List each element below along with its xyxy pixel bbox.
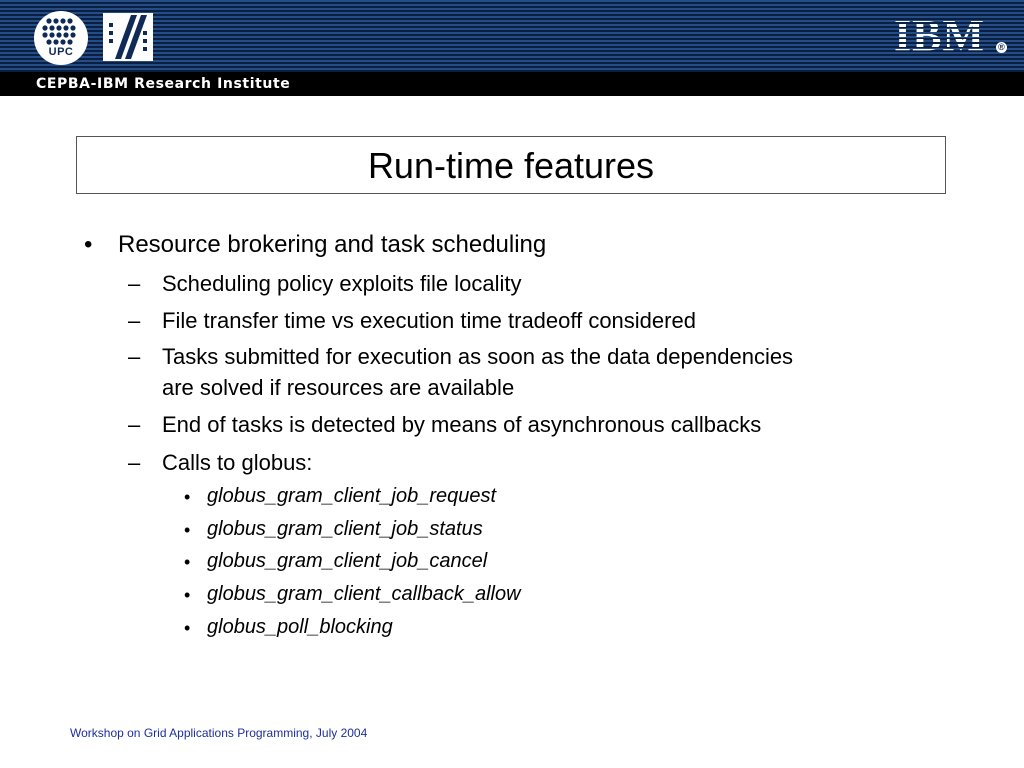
dash-marker: – <box>128 450 141 475</box>
small-bullet-marker: • <box>184 585 191 605</box>
call-job-cancel: globus_gram_client_job_cancel <box>207 550 488 572</box>
dash-marker: – <box>128 271 141 296</box>
institute-bar <box>0 72 1024 96</box>
ibm-logo-text: IBM <box>894 11 985 60</box>
sub-bullet-end-of-tasks: End of tasks is detected by means of asynchronous callbacks <box>162 412 762 437</box>
small-bullet-marker: • <box>184 520 191 540</box>
registered-mark-icon: ® <box>996 42 1007 53</box>
bullet-resource-brokering: Resource brokering and task scheduling <box>118 231 547 258</box>
slide-title: Run-time features <box>367 145 655 186</box>
call-poll-blocking: globus_poll_blocking <box>207 616 393 638</box>
sub-bullet-tasks-submitted: Tasks submitted for execution as soon as the data dependencies <box>162 344 794 369</box>
title-box <box>76 136 946 194</box>
upc-logo-icon <box>34 11 88 65</box>
footer-text: Workshop on Grid Applications Programming, July 2004 <box>70 726 368 740</box>
call-callback-allow: globus_gram_client_callback_allow <box>207 583 521 605</box>
small-bullet-marker: • <box>184 618 191 638</box>
dash-marker: – <box>128 344 141 369</box>
sub-bullet-scheduling-policy: Scheduling policy exploits file locality <box>162 271 522 296</box>
upc-logo-text: UPC <box>48 46 74 58</box>
bullet-marker: • <box>84 231 93 258</box>
dash-marker: – <box>128 412 141 437</box>
fib-logo-icon <box>103 13 153 61</box>
small-bullet-marker: • <box>184 487 191 507</box>
dash-marker: – <box>128 308 141 333</box>
small-bullet-marker: • <box>184 552 191 572</box>
sub-bullet-calls-to-globus: Calls to globus: <box>162 450 313 475</box>
sub-bullet-file-transfer: File transfer time vs execution time tradeoff considered <box>162 308 696 333</box>
call-job-status: globus_gram_client_job_status <box>207 518 483 540</box>
header-banner <box>0 0 1024 72</box>
call-job-request: globus_gram_client_job_request <box>207 485 497 507</box>
sub-bullet-tasks-submitted-continued: are solved if resources are available <box>162 375 515 400</box>
institute-name: CEPBA-IBM Research Institute <box>36 76 291 92</box>
ibm-logo-icon <box>894 11 992 60</box>
